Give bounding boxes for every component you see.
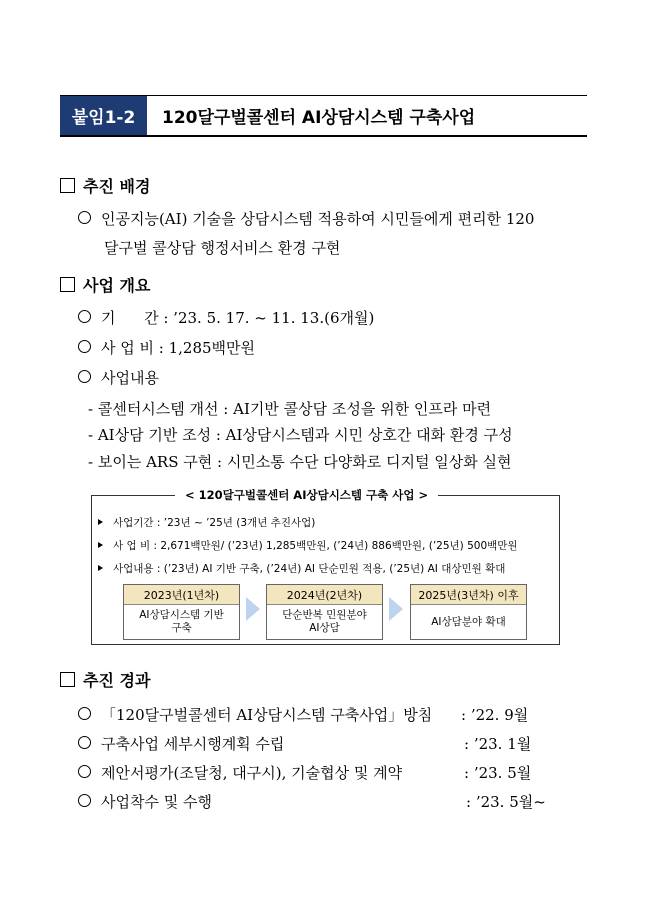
bullet-text: 사업내용: [101, 369, 159, 387]
section-heading-progress: [60, 668, 150, 691]
circle-bullet-icon: [78, 707, 91, 720]
progress-item-label: 「120달구벌콜센터 AI상담시스템 구축사업」방침: [101, 706, 433, 724]
summary-row-text: 사업내용 : (’23년) AI 기반 구축, (’24년) AI 단순민원 적용, (’25년) AI 대상민원 확대: [113, 563, 506, 575]
checkbox-square-icon: [60, 672, 75, 687]
stage-desc: [411, 605, 526, 639]
circle-bullet-icon: [78, 340, 91, 353]
stage-desc: [124, 605, 239, 639]
circle-bullet-icon: [78, 765, 91, 778]
section-heading-text: 사업 개요: [83, 276, 151, 295]
progress-item-date: : ’23. 1월: [464, 735, 532, 753]
stage-desc-line: AI상담시스템 기반: [139, 609, 224, 621]
circle-bullet-icon: [78, 794, 91, 807]
stage-year-2: [266, 584, 383, 640]
page-title: 120달구벌콜센터 AI상담시스템 구축사업: [162, 108, 476, 128]
progress-item: [78, 733, 284, 754]
background-item-line2: 달구벌 콜상담 행정서비스 환경 구현: [104, 239, 341, 257]
stage-desc-line: 단순반복 민원분야: [282, 609, 367, 621]
progress-item-date: : ’22. 9월: [461, 706, 529, 724]
triangle-bullet-icon: [98, 542, 103, 548]
summary-row: [98, 515, 315, 530]
bullet-text: 기 간 : ’23. 5. 17. ~ 11. 13.(6개월): [101, 309, 375, 327]
triangle-bullet-icon: [98, 519, 103, 525]
progress-item: [78, 704, 432, 725]
stage-year: 2024년(2년차): [267, 585, 382, 605]
header-bottom-rule: [60, 135, 587, 137]
arrow-right-icon: [389, 597, 403, 621]
stage-year: 2025년(3년차) 이후: [411, 585, 526, 605]
stage-desc: [267, 605, 382, 639]
background-item-line1: [78, 208, 534, 229]
progress-item: [78, 791, 212, 812]
attachment-badge: 붙임1-2: [60, 96, 147, 135]
stage-year-1: [123, 584, 240, 640]
overview-detail: - AI상담 기반 조성 : AI상담시스템과 시민 상호간 대화 환경 구성: [88, 426, 513, 444]
bullet-text: 사 업 비 : 1,285백만원: [101, 339, 256, 357]
summary-title: < 120달구벌콜센터 AI상담시스템 구축 사업 >: [175, 487, 438, 503]
triangle-bullet-icon: [98, 565, 103, 571]
summary-row-text: 사업기간 : ’23년 ~ ’25년 (3개년 추진사업): [113, 517, 316, 529]
arrow-right-icon: [246, 597, 260, 621]
stage-year-3: [410, 584, 527, 640]
summary-row: [98, 561, 505, 576]
circle-bullet-icon: [78, 211, 91, 224]
stage-desc-line: AI상담분야 확대: [431, 615, 506, 628]
section-heading-text: 추진 경과: [83, 671, 151, 690]
progress-item-label: 제안서평가(조달청, 대구시), 기술협상 및 계약: [101, 764, 403, 782]
checkbox-square-icon: [60, 178, 75, 193]
overview-budget: [78, 337, 255, 358]
bullet-text: 인공지능(AI) 기술을 상담시스템 적용하여 시민들에게 편리한 120: [101, 210, 535, 228]
section-heading-overview: [60, 273, 150, 296]
circle-bullet-icon: [78, 310, 91, 323]
circle-bullet-icon: [78, 736, 91, 749]
progress-item-date: : ’23. 5월~: [466, 793, 546, 811]
overview-detail: - 보이는 ARS 구현 : 시민소통 수단 다양화로 디지털 일상화 실현: [88, 453, 512, 471]
section-heading-text: 추진 배경: [83, 177, 151, 196]
stage-desc-line: AI상담: [309, 622, 340, 634]
progress-item: [78, 762, 402, 783]
overview-period: [78, 307, 374, 328]
progress-item-label: 사업착수 및 수행: [101, 793, 212, 811]
summary-row-text: 사 업 비 : 2,671백만원/ (’23년) 1,285백만원, (’24년) 886백만원, (’25년) 500백만원: [113, 540, 518, 552]
progress-item-date: : ’23. 5월: [464, 764, 532, 782]
stage-year: 2023년(1년차): [124, 585, 239, 605]
overview-detail: - 콜센터시스템 개선 : AI기반 콜상담 조성을 위한 인프라 마련: [88, 400, 492, 418]
checkbox-square-icon: [60, 277, 75, 292]
section-heading-background: [60, 174, 150, 197]
stage-desc-line: 구축: [171, 622, 192, 634]
circle-bullet-icon: [78, 370, 91, 383]
summary-row: [98, 538, 518, 553]
overview-content-label: [78, 367, 159, 388]
progress-item-label: 구축사업 세부시행계획 수립: [101, 735, 285, 753]
